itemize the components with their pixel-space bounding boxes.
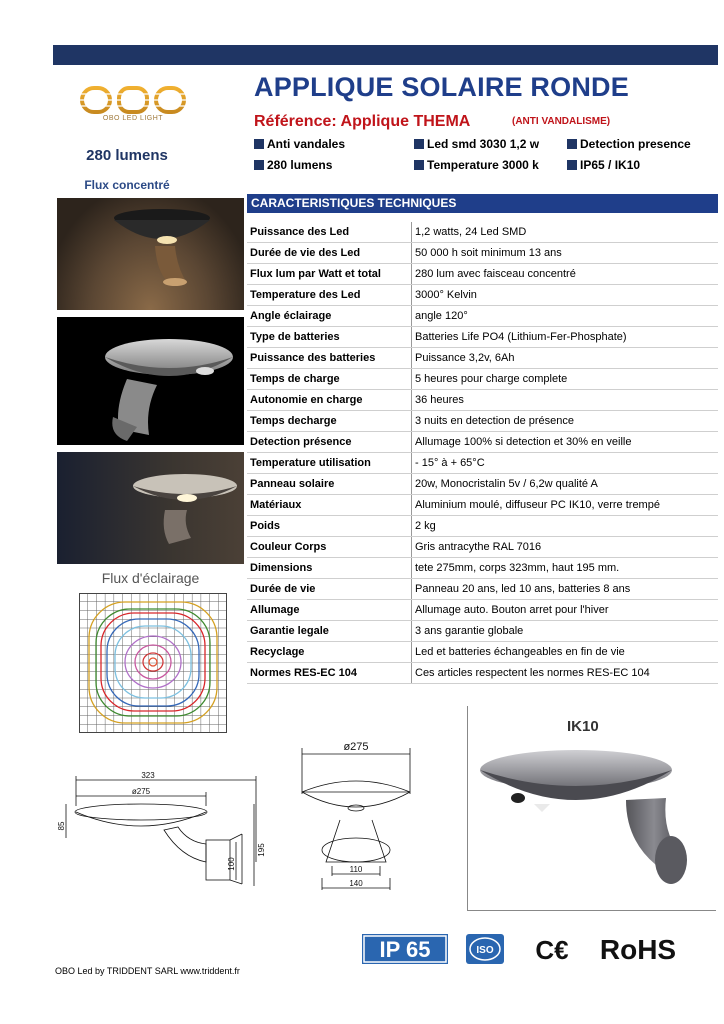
bullet-square-icon [414, 139, 424, 149]
iso-badge [466, 934, 504, 964]
product-photo-lit-wall [57, 198, 244, 310]
dim-100: 100 [227, 857, 236, 871]
ce-mark [527, 934, 577, 964]
bullet-square-icon [567, 139, 577, 149]
spec-key: Dimensions [247, 558, 412, 579]
spec-value: Puissance 3,2v, 6Ah [412, 348, 719, 369]
logo-subtitle: OBO LED LIGHT [102, 115, 164, 122]
dim-195: 195 [257, 843, 266, 857]
dim-140: 140 [349, 879, 363, 888]
spec-row [247, 537, 718, 558]
bullet-square-icon [254, 139, 264, 149]
feature-item: IP65 / IK10 [567, 158, 640, 172]
ip65-badge [362, 934, 448, 964]
spec-row [247, 474, 718, 495]
spec-row [247, 663, 718, 684]
lumens-heading: 280 lumens [86, 147, 168, 164]
svg-text:C€: C€ [535, 935, 569, 964]
section-title-bar: CARACTERISTIQUES TECHNIQUES [247, 194, 718, 213]
spec-value: 20w, Monocristalin 5v / 6,2w qualité A [412, 474, 719, 495]
spec-value: - 15° à + 65°C [412, 453, 719, 474]
feature-item: 280 lumens [254, 158, 332, 172]
spec-row [247, 306, 718, 327]
spec-key: Garantie legale [247, 621, 412, 642]
spec-row [247, 621, 718, 642]
spec-row [247, 516, 718, 537]
spec-value: 50 000 h soit minimum 13 ans [412, 243, 719, 264]
spec-key: Temps decharge [247, 411, 412, 432]
spec-value: Gris antracythe RAL 7016 [412, 537, 719, 558]
page-title: APPLIQUE SOLAIRE RONDE [254, 72, 629, 102]
spec-value: Allumage auto. Bouton arret pour l'hiver [412, 600, 719, 621]
flux-diagram [79, 593, 227, 733]
product-reference: Référence: Applique THEMA [254, 113, 471, 130]
spec-key: Puissance des batteries [247, 348, 412, 369]
feature-item: Led smd 3030 1,2 w [414, 137, 539, 151]
spec-value: Aluminium moulé, diffuseur PC IK10, verre trempé [412, 495, 719, 516]
spec-value: Allumage 100% si detection et 30% en veille [412, 432, 719, 453]
spec-value: Ces articles respectent les normes RES-EC 104 [412, 663, 719, 684]
spec-row [247, 222, 718, 243]
spec-value: 36 heures [412, 390, 719, 411]
spec-row [247, 453, 718, 474]
ik10-label: IK10 [567, 718, 599, 735]
spec-row [247, 390, 718, 411]
spec-value: angle 120° [412, 306, 719, 327]
bullet-square-icon [567, 160, 577, 170]
spec-value: tete 275mm, corps 323mm, haut 195 mm. [412, 558, 719, 579]
spec-value: Led et batteries échangeables en fin de vie [412, 642, 719, 663]
spec-row [247, 642, 718, 663]
front-view-drawing [292, 734, 422, 896]
spec-key: Durée de vie des Led [247, 243, 412, 264]
bullet-square-icon [414, 160, 424, 170]
spec-row [247, 348, 718, 369]
spec-key: Couleur Corps [247, 537, 412, 558]
spec-row [247, 558, 718, 579]
spec-key: Normes RES-EC 104 [247, 663, 412, 684]
spec-key: Poids [247, 516, 412, 537]
spec-value: 5 heures pour charge complete [412, 369, 719, 390]
spec-value: 3 nuits en detection de présence [412, 411, 719, 432]
spec-key: Puissance des Led [247, 222, 412, 243]
spec-key: Angle éclairage [247, 306, 412, 327]
spec-key: Flux lum par Watt et total [247, 264, 412, 285]
spec-key: Autonomie en charge [247, 390, 412, 411]
rohs-mark [588, 932, 688, 966]
top-bar [53, 45, 718, 65]
spec-value: 3 ans garantie globale [412, 621, 719, 642]
spec-row [247, 285, 718, 306]
spec-value: 2 kg [412, 516, 719, 537]
spec-key: Temperature des Led [247, 285, 412, 306]
dim-275-front: ø275 [343, 741, 369, 753]
dim-110: 110 [349, 865, 363, 874]
spec-key: Type de batteries [247, 327, 412, 348]
dim-323: 323 [141, 772, 155, 780]
spec-key: Recyclage [247, 642, 412, 663]
spec-row [247, 432, 718, 453]
footer-text: OBO Led by TRIDDENT SARL www.triddent.fr [55, 966, 240, 976]
svg-text:IP 65: IP 65 [379, 937, 431, 962]
anti-vandalisme-note: (ANTI VANDALISME) [512, 116, 611, 127]
spec-row [247, 264, 718, 285]
feature-item: Anti vandales [254, 137, 345, 151]
spec-value: 3000° Kelvin [412, 285, 719, 306]
spec-table [247, 222, 718, 684]
spec-row [247, 369, 718, 390]
spec-value: Batteries Life PO4 (Lithium-Fer-Phosphate) [412, 327, 719, 348]
feature-item: Temperature 3000 k [414, 158, 539, 172]
spec-key: Matériaux [247, 495, 412, 516]
spec-key: Temps de charge [247, 369, 412, 390]
dim-275-side: ø275 [131, 787, 151, 796]
spec-row [247, 411, 718, 432]
spec-key: Temperature utilisation [247, 453, 412, 474]
spec-key: Panneau solaire [247, 474, 412, 495]
ik10-product-render [476, 740, 708, 900]
product-photo-grey [57, 317, 244, 445]
feature-item: Detection presence [567, 137, 691, 151]
product-photo-night [57, 452, 244, 564]
bullet-square-icon [254, 160, 264, 170]
svg-text:RoHS: RoHS [599, 934, 677, 965]
svg-text:ISO: ISO [476, 945, 494, 956]
flux-eclairage-title: Flux d'éclairage [101, 570, 200, 586]
spec-row [247, 579, 718, 600]
side-view-drawing [56, 772, 270, 892]
spec-key: Allumage [247, 600, 412, 621]
spec-row [247, 600, 718, 621]
spec-row [247, 243, 718, 264]
spec-value: 1,2 watts, 24 Led SMD [412, 222, 719, 243]
spec-key: Durée de vie [247, 579, 412, 600]
spec-value: 280 lum avec faisceau concentré [412, 264, 719, 285]
spec-row [247, 495, 718, 516]
spec-value: Panneau 20 ans, led 10 ans, batteries 8 ans [412, 579, 719, 600]
spec-key: Detection présence [247, 432, 412, 453]
flux-concentre-label: Flux concentré [84, 178, 170, 192]
dim-85: 85 [57, 821, 66, 831]
spec-row [247, 327, 718, 348]
